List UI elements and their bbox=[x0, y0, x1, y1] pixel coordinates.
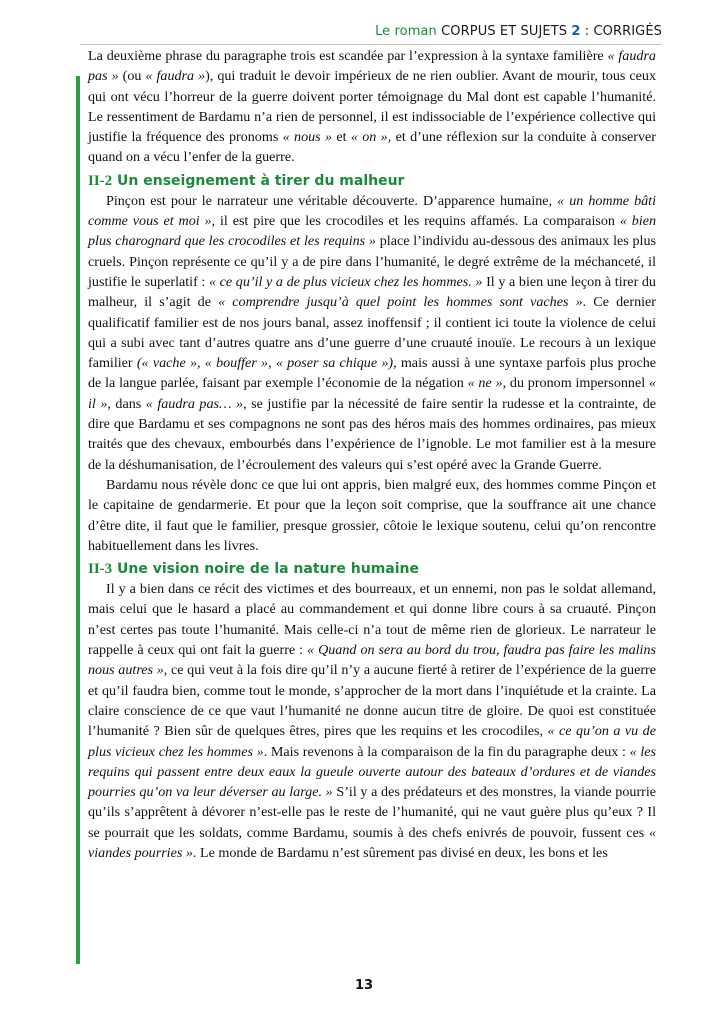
text-run: , et d’une réflexion sur la conduite à conserver quand on a vécu l’enfer de la guerre. bbox=[88, 129, 656, 166]
quotation: « un homme bâti comme vous et moi » bbox=[88, 192, 657, 230]
quotation: « bien plus charognard que les crocodiles et les requins » bbox=[88, 213, 656, 250]
main-text bbox=[88, 46, 656, 863]
quotation: « ce qu’il y a de plus vicieux chez les hommes. » bbox=[208, 273, 483, 290]
header-divider bbox=[80, 44, 662, 45]
quotation: « viandes pourries » bbox=[88, 824, 656, 861]
section-number: II-2 bbox=[88, 172, 113, 189]
running-header bbox=[375, 24, 662, 39]
quotation: « faudra » bbox=[145, 68, 206, 85]
text-run: , bbox=[268, 355, 276, 372]
quotation: (« vache » bbox=[136, 355, 197, 372]
quotation: « comprendre jusqu’à quel point les hommes sont vaches » bbox=[218, 294, 583, 311]
quotation: « il » bbox=[88, 375, 656, 412]
quotation: « ne » bbox=[467, 375, 503, 392]
section-heading-ii-2 bbox=[88, 171, 656, 191]
text-run: , bbox=[197, 355, 205, 372]
text-run: Pinçon est pour le narrateur une véritable découverte. D’apparence humaine, bbox=[106, 192, 558, 209]
text-run: . Mais revenons à la comparaison de la fin du paragraphe deux : bbox=[263, 743, 630, 760]
section-heading-ii-3 bbox=[88, 559, 656, 579]
quotation: « ce qu’on a vu de plus vicieux chez les hommes » bbox=[88, 723, 656, 760]
quotation: « Quand on sera au bord du trou, faudra pas faire les malins nous autres » bbox=[88, 642, 656, 679]
header-book-title: Le roman bbox=[375, 24, 437, 39]
text-run: et bbox=[332, 129, 351, 146]
header-section: CORPUS ET SUJETS bbox=[441, 24, 568, 39]
text-run: La deuxième phrase du paragraphe trois est scandée par l’expression à la syntaxe familière bbox=[88, 48, 608, 64]
text-run: (ou bbox=[118, 68, 146, 85]
header-section-number: 2 bbox=[571, 24, 581, 39]
text-run: . Le monde de Bardamu n’est sûrement pas divisé en deux, les bons et les bbox=[192, 844, 608, 861]
quotation: « nous » bbox=[282, 129, 333, 146]
text-run: , dans bbox=[107, 395, 146, 412]
text-run: . Ce dernier qualificatif familier est de nos jours banal, assez inoffensif ; il contient ici toute la violence de celui qui a subi avec tant d’autres quatre ans d’une guerre d’une cruauté inouïe. Le recours à un lexique familier bbox=[88, 294, 656, 372]
section-title: Une vision noire de la nature humaine bbox=[117, 561, 420, 578]
text-run: Il y a bien une leçon à tirer du malheur, il s’agit de bbox=[88, 273, 656, 311]
text-run: , ce qui veut à la fois dire qu’il n’y a aucune fierté à retirer de l’expérience de la guerre et qu’il faudra bien, comme tout le monde, s’approcher de la mort dans l’inquiétude et la crainte. La claire conscience de ce que vaut l’humanité ne donne aucun titre de gloire. De quoi est constituée l’humanité ? Bien sûr de quelques êtres, pires que les requins et les crocodiles, bbox=[88, 662, 656, 740]
text-run: S’il y a des prédateurs et des monstres, la viande pourrie qu’ils s’apprêtent à dévorer n’est-elle pas le reste de l’humanité, qui ne vaut guère plus qu’eux ? Il se pourrait que les soldats, comme Bardamu, soumis à des chefs enivrés de pouvoir, fussent ces bbox=[88, 784, 657, 841]
text-run: , il est pire que les crocodiles et les requins affamés. La comparaison bbox=[211, 213, 620, 230]
margin-accent-bar bbox=[76, 76, 80, 964]
quotation: « bouffer » bbox=[204, 355, 269, 372]
quotation: « on » bbox=[350, 129, 388, 146]
quotation: « poser sa chique ») bbox=[275, 355, 394, 372]
text-run: place l’individu au-dessous des animaux les plus cruels. Pinçon représente ce qu’il y a de pire dans l’humanité, le degré extrême de la méchanceté, il justifie le superlatif : bbox=[88, 233, 657, 290]
quotation: « faudra pas… » bbox=[145, 395, 244, 412]
section-ii-3-paragraph-1 bbox=[88, 579, 656, 863]
intro-paragraph bbox=[88, 46, 656, 168]
section-ii-2-paragraph-2: Bardamu nous révèle donc ce que lui ont appris, bien malgré eux, des hommes comme Pinçon et le capitaine de gendarmerie. Et pour que la leçon soit comprise, que la souffrance ait une chance d’être dite, il faut que le familier, presque grossier, côtoie le lexique soutenu, celui qu’on rencontre habituellement dans les livres. bbox=[88, 476, 656, 554]
text-run: , se justifie par la nécessité de faire sentir la rudesse et la contrainte, de dire que Bardamu et ses compagnons ne sont pas des héros mais des hommes ordinaires, pas mieux traités que des chevaux, embourbés dans l’expérience de l’ignoble. Le mot familier est à la mesure de la déshumanisation, de l’écroulement des valeurs qui s’est opéré avec la Grande Guerre. bbox=[88, 395, 656, 473]
section-title: Un enseignement à tirer du malheur bbox=[117, 172, 405, 189]
text-run: , mais aussi à une syntaxe parfois plus proche de la langue parlée, faisant par exemple l’économie de la négation bbox=[88, 355, 657, 392]
quotation: « faudra pas » bbox=[88, 48, 656, 85]
text-run: Il y a bien dans ce récit des victimes et des bourreaux, et un ennemi, non pas le soldat allemand, mais celui que le hasard a placé au commandement et qui donne libre cours à sa cruauté. Pinçon n’est certes pas toute l’humanité. Mais celle-ci n’a tout de même rien de glorieux. Le narrateur le rappelle à ceux qui ont fait la guerre : bbox=[88, 581, 656, 659]
text-run: ), qui traduit le devoir impérieux de ne rien oublier. Avant de mourir, tous ceux qui ont vécu l’horreur de la guerre doivent porter témoignage du Mal dont est capable l’humanité. Le ressentiment de Bardamu n’a rien de personnel, il est indissociable de l’expérience collective qui justifie la fréquence des pronoms bbox=[88, 68, 656, 146]
text-run: , du pronom impersonnel bbox=[502, 375, 649, 392]
page-number: 13 bbox=[354, 978, 374, 993]
section-number: II-3 bbox=[88, 561, 113, 578]
section-ii-2-paragraph-1 bbox=[88, 191, 656, 475]
quotation: « les requins qui passent entre deux eaux la gueule ouverte autour des bateaux d’ordures et de viandes pourries qu’on va leur déverser au large. » bbox=[88, 743, 656, 801]
header-subtitle: : CORRIGÉS bbox=[584, 24, 662, 39]
